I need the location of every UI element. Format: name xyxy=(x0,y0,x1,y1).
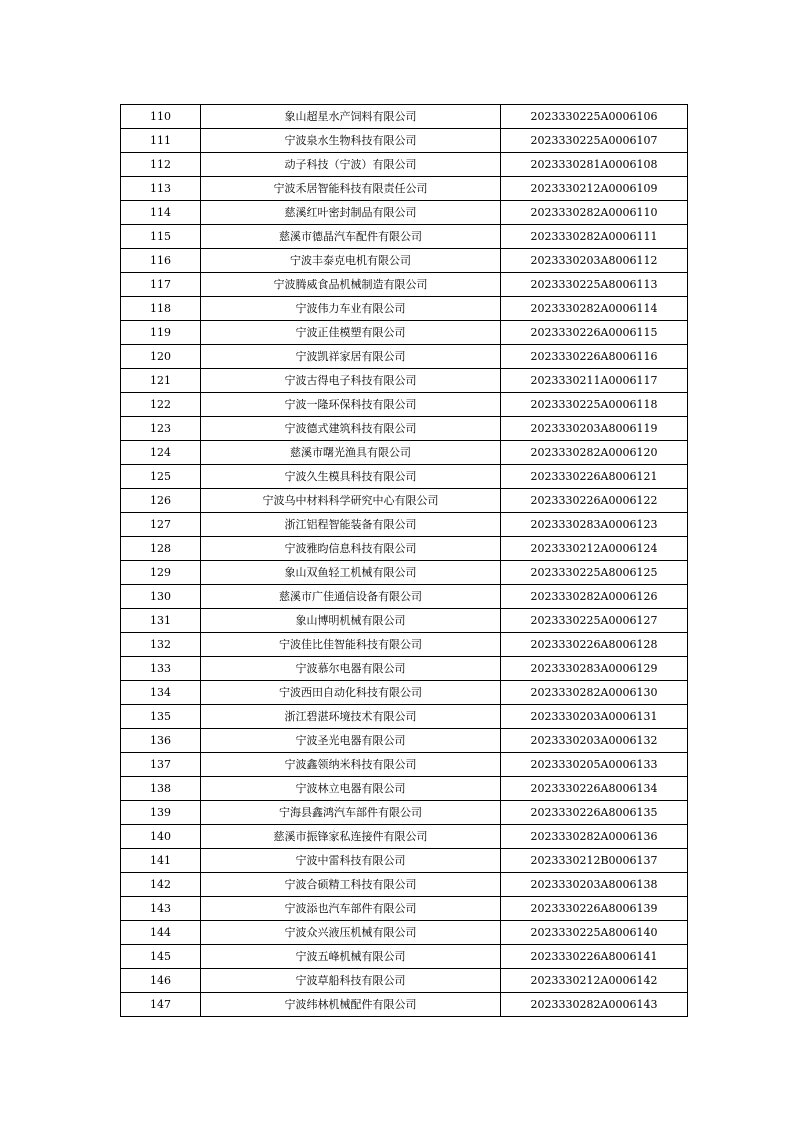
registration-code-cell: 2023330225A0006127 xyxy=(501,609,688,633)
row-number-cell: 124 xyxy=(121,441,201,465)
company-name-cell: 宁波丰泰克电机有限公司 xyxy=(201,249,501,273)
registration-code-cell: 2023330282A0006120 xyxy=(501,441,688,465)
registration-code-cell: 2023330225A8006140 xyxy=(501,921,688,945)
row-number-cell: 126 xyxy=(121,489,201,513)
table-row xyxy=(121,753,688,777)
row-number-cell: 135 xyxy=(121,705,201,729)
registration-code-cell: 2023330205A0006133 xyxy=(501,753,688,777)
company-name-cell: 宁波伟力车业有限公司 xyxy=(201,297,501,321)
row-number-cell: 137 xyxy=(121,753,201,777)
registration-code-cell: 2023330226A0006122 xyxy=(501,489,688,513)
registration-code-cell: 2023330203A0006131 xyxy=(501,705,688,729)
row-number-cell: 130 xyxy=(121,585,201,609)
registration-code-cell: 2023330282A0006136 xyxy=(501,825,688,849)
company-name-cell: 慈溪红叶密封制品有限公司 xyxy=(201,201,501,225)
table-row xyxy=(121,393,688,417)
registration-code-cell: 2023330211A0006117 xyxy=(501,369,688,393)
row-number-cell: 116 xyxy=(121,249,201,273)
table-row xyxy=(121,177,688,201)
row-number-cell: 113 xyxy=(121,177,201,201)
table-row xyxy=(121,417,688,441)
table-row xyxy=(121,369,688,393)
row-number-cell: 125 xyxy=(121,465,201,489)
company-name-cell: 宁波添也汽车部件有限公司 xyxy=(201,897,501,921)
row-number-cell: 123 xyxy=(121,417,201,441)
row-number-cell: 144 xyxy=(121,921,201,945)
table-row xyxy=(121,729,688,753)
row-number-cell: 143 xyxy=(121,897,201,921)
company-name-cell: 慈溪市广佳通信设备有限公司 xyxy=(201,585,501,609)
registration-code-cell: 2023330282A0006114 xyxy=(501,297,688,321)
table-row xyxy=(121,105,688,129)
company-name-cell: 宁波五峰机械有限公司 xyxy=(201,945,501,969)
table-row xyxy=(121,849,688,873)
table-row xyxy=(121,993,688,1017)
registration-code-cell: 2023330282A0006111 xyxy=(501,225,688,249)
table-row xyxy=(121,489,688,513)
company-name-cell: 宁波鑫领纳米科技有限公司 xyxy=(201,753,501,777)
company-name-cell: 宁波德式建筑科技有限公司 xyxy=(201,417,501,441)
registration-code-cell: 2023330282A0006110 xyxy=(501,201,688,225)
company-name-cell: 宁波一隆环保科技有限公司 xyxy=(201,393,501,417)
registration-code-cell: 2023330226A8006139 xyxy=(501,897,688,921)
table-row xyxy=(121,801,688,825)
table-row xyxy=(121,945,688,969)
table-row xyxy=(121,201,688,225)
table-row xyxy=(121,297,688,321)
company-name-cell: 宁波草船科技有限公司 xyxy=(201,969,501,993)
row-number-cell: 112 xyxy=(121,153,201,177)
company-name-cell: 宁波古得电子科技有限公司 xyxy=(201,369,501,393)
row-number-cell: 133 xyxy=(121,657,201,681)
company-registry-table xyxy=(120,104,688,1017)
table-row xyxy=(121,921,688,945)
row-number-cell: 146 xyxy=(121,969,201,993)
row-number-cell: 132 xyxy=(121,633,201,657)
registration-code-cell: 2023330281A0006108 xyxy=(501,153,688,177)
registration-code-cell: 2023330226A8006116 xyxy=(501,345,688,369)
company-name-cell: 宁波西田自动化科技有限公司 xyxy=(201,681,501,705)
registration-code-cell: 2023330226A8006128 xyxy=(501,633,688,657)
table-row xyxy=(121,585,688,609)
registration-code-cell: 2023330226A8006135 xyxy=(501,801,688,825)
company-name-cell: 宁波久生模具科技有限公司 xyxy=(201,465,501,489)
company-name-cell: 慈溪市振锋家私连接件有限公司 xyxy=(201,825,501,849)
row-number-cell: 122 xyxy=(121,393,201,417)
table-row xyxy=(121,465,688,489)
row-number-cell: 127 xyxy=(121,513,201,537)
registration-code-cell: 2023330226A8006141 xyxy=(501,945,688,969)
registration-code-cell: 2023330226A8006121 xyxy=(501,465,688,489)
row-number-cell: 118 xyxy=(121,297,201,321)
company-name-cell: 宁波禾居智能科技有限责任公司 xyxy=(201,177,501,201)
company-name-cell: 宁波中雷科技有限公司 xyxy=(201,849,501,873)
row-number-cell: 115 xyxy=(121,225,201,249)
registration-code-cell: 2023330283A0006123 xyxy=(501,513,688,537)
row-number-cell: 140 xyxy=(121,825,201,849)
table-row xyxy=(121,657,688,681)
row-number-cell: 131 xyxy=(121,609,201,633)
company-name-cell: 宁波林立电器有限公司 xyxy=(201,777,501,801)
company-name-cell: 慈溪市德晶汽车配件有限公司 xyxy=(201,225,501,249)
company-name-cell: 宁波佳比佳智能科技有限公司 xyxy=(201,633,501,657)
registration-code-cell: 2023330225A0006107 xyxy=(501,129,688,153)
company-name-cell: 宁波慕尔电器有限公司 xyxy=(201,657,501,681)
company-name-cell: 象山双鱼轻工机械有限公司 xyxy=(201,561,501,585)
row-number-cell: 129 xyxy=(121,561,201,585)
row-number-cell: 147 xyxy=(121,993,201,1017)
table-row xyxy=(121,441,688,465)
table-row xyxy=(121,513,688,537)
company-name-cell: 宁波纬林机械配件有限公司 xyxy=(201,993,501,1017)
table-row xyxy=(121,873,688,897)
company-name-cell: 浙江铝程智能装备有限公司 xyxy=(201,513,501,537)
registration-code-cell: 2023330226A0006115 xyxy=(501,321,688,345)
registration-code-cell: 2023330282A0006130 xyxy=(501,681,688,705)
row-number-cell: 111 xyxy=(121,129,201,153)
row-number-cell: 141 xyxy=(121,849,201,873)
table-row xyxy=(121,897,688,921)
registration-code-cell: 2023330212A0006142 xyxy=(501,969,688,993)
table-row xyxy=(121,609,688,633)
registry-table-body xyxy=(121,105,688,1017)
company-name-cell: 宁海县鑫鸿汽车部件有限公司 xyxy=(201,801,501,825)
registration-code-cell: 2023330282A0006126 xyxy=(501,585,688,609)
table-row xyxy=(121,225,688,249)
row-number-cell: 139 xyxy=(121,801,201,825)
company-name-cell: 宁波腾威食品机械制造有限公司 xyxy=(201,273,501,297)
registration-code-cell: 2023330225A8006125 xyxy=(501,561,688,585)
table-row xyxy=(121,537,688,561)
company-name-cell: 宁波合硕精工科技有限公司 xyxy=(201,873,501,897)
row-number-cell: 136 xyxy=(121,729,201,753)
row-number-cell: 134 xyxy=(121,681,201,705)
row-number-cell: 120 xyxy=(121,345,201,369)
registration-code-cell: 2023330225A8006113 xyxy=(501,273,688,297)
company-name-cell: 宁波雅昀信息科技有限公司 xyxy=(201,537,501,561)
company-name-cell: 浙江碧湛环境技术有限公司 xyxy=(201,705,501,729)
table-row xyxy=(121,825,688,849)
table-row xyxy=(121,705,688,729)
row-number-cell: 110 xyxy=(121,105,201,129)
row-number-cell: 114 xyxy=(121,201,201,225)
row-number-cell: 138 xyxy=(121,777,201,801)
registration-code-cell: 2023330282A0006143 xyxy=(501,993,688,1017)
table-row xyxy=(121,129,688,153)
company-name-cell: 象山超星水产饲料有限公司 xyxy=(201,105,501,129)
row-number-cell: 117 xyxy=(121,273,201,297)
company-name-cell: 象山博明机械有限公司 xyxy=(201,609,501,633)
company-name-cell: 宁波凯祥家居有限公司 xyxy=(201,345,501,369)
registration-code-cell: 2023330203A8006119 xyxy=(501,417,688,441)
registration-code-cell: 2023330212A0006109 xyxy=(501,177,688,201)
table-row xyxy=(121,321,688,345)
company-name-cell: 宁波正佳模塑有限公司 xyxy=(201,321,501,345)
table-row xyxy=(121,969,688,993)
table-row xyxy=(121,777,688,801)
table-row xyxy=(121,249,688,273)
table-row xyxy=(121,345,688,369)
company-name-cell: 动子科技（宁波）有限公司 xyxy=(201,153,501,177)
table-row xyxy=(121,561,688,585)
registration-code-cell: 2023330212A0006124 xyxy=(501,537,688,561)
row-number-cell: 121 xyxy=(121,369,201,393)
company-name-cell: 宁波泉水生物科技有限公司 xyxy=(201,129,501,153)
registration-code-cell: 2023330203A8006112 xyxy=(501,249,688,273)
row-number-cell: 145 xyxy=(121,945,201,969)
registration-code-cell: 2023330212B0006137 xyxy=(501,849,688,873)
row-number-cell: 142 xyxy=(121,873,201,897)
registration-code-cell: 2023330283A0006129 xyxy=(501,657,688,681)
registration-code-cell: 2023330225A0006118 xyxy=(501,393,688,417)
company-name-cell: 宁波圣光电器有限公司 xyxy=(201,729,501,753)
table-row xyxy=(121,681,688,705)
table-row xyxy=(121,273,688,297)
registration-code-cell: 2023330203A0006132 xyxy=(501,729,688,753)
table-row xyxy=(121,153,688,177)
company-name-cell: 宁波乌中材料科学研究中心有限公司 xyxy=(201,489,501,513)
company-name-cell: 宁波众兴液压机械有限公司 xyxy=(201,921,501,945)
company-name-cell: 慈溪市曙光渔具有限公司 xyxy=(201,441,501,465)
registration-code-cell: 2023330225A0006106 xyxy=(501,105,688,129)
registration-code-cell: 2023330203A8006138 xyxy=(501,873,688,897)
row-number-cell: 119 xyxy=(121,321,201,345)
table-row xyxy=(121,633,688,657)
registration-code-cell: 2023330226A8006134 xyxy=(501,777,688,801)
row-number-cell: 128 xyxy=(121,537,201,561)
